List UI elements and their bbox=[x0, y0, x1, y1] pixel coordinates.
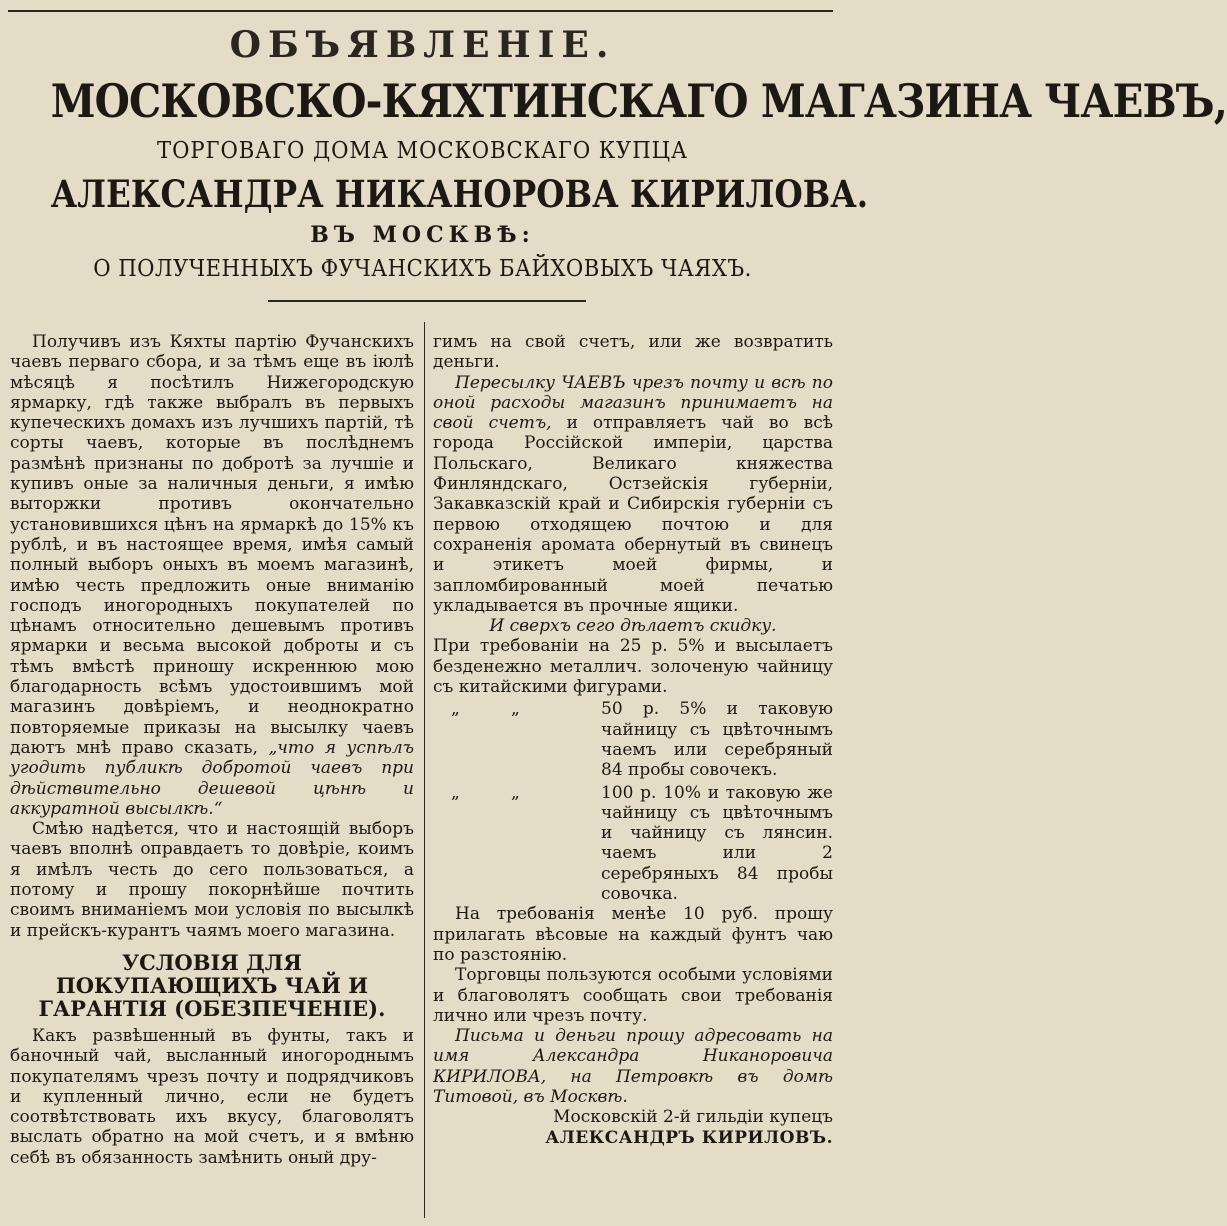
address-paragraph: Письма и деньги прошу адресовать на имя Александра Никаноровича КИРИЛОВА, на Петровкѣ въ домѣ Титовой, въ Москвѣ. bbox=[433, 1026, 833, 1107]
column-divider bbox=[424, 322, 425, 1218]
discount-item-1: При требованіи на 25 р. 5% и высылаетъ безденежно металлич. золоченую чайницу съ китайскими фигурами. bbox=[433, 636, 833, 698]
ditto-mark: „ bbox=[451, 699, 460, 720]
header-merchant-name: АЛЕКСАНДРА НИКАНОРОВА КИРИЛОВА. bbox=[50, 172, 869, 216]
discount-title: И сверхъ сего дѣлаетъ скидку. bbox=[489, 616, 777, 637]
discount-item-2-body bbox=[601, 699, 833, 780]
left-paragraph-1 bbox=[10, 332, 414, 819]
right-paragraph-2 bbox=[433, 373, 833, 617]
left-paragraph-1-text: Получивъ изъ Кяхты партію Фучанскихъ чаевъ перваго сбора, и за тѣмъ еще въ іюлѣ мѣсяцѣ я посѣтилъ Нижегородскую ярмарку, гдѣ также выбралъ въ первыхъ купеческихъ домахъ изъ лучшихъ партій, тѣ сорты чаевъ, которые въ послѣднемъ размѣнѣ признаны по добротѣ за лучшіе и купивъ оные за наличныя деньги, я имѣю выторжки противъ окончательно установившихся цѣнъ на ярмаркѣ до 15% къ рублѣ, и въ настоящее время, имѣя самый полный выборъ оныхъ въ моемъ магазинѣ, имѣю честь предложить оные вниманію господъ иногородныхъ покупателей по цѣнамъ относительно дешевымъ противъ ярмарки и весьма высокой доброты и съ тѣмъ вмѣстѣ приношу искреннюю мою благодарность всѣмъ удостоившимъ мой магазинъ довѣріемъ, и неоднократно повторяемые приказы на высылку чаевъ даютъ мнѣ право сказать, bbox=[10, 332, 414, 758]
right-paragraph-4: Торговцы пользуются особыми условіями и благоволятъ сообщать свои требованія лично или чрезъ почту. bbox=[433, 965, 833, 1026]
discount-item-2 bbox=[433, 699, 833, 780]
left-column bbox=[10, 332, 414, 1168]
signature-name: АЛЕКСАНДРЪ КИРИЛОВЪ. bbox=[545, 1127, 833, 1148]
header-subject: О ПОЛУЧЕННЫХЪ ФУЧАНСКИХЪ БАЙХОВЫХЪ ЧАЯХЪ. bbox=[93, 256, 752, 282]
discount-item-3-text: и таковую же чайницу съ цвѣточнымъ и чайницу съ лянсин. чаемъ или 2 серебряныхъ 84 пробы совочка. bbox=[601, 782, 833, 905]
right-paragraph-3: На требованія менѣе 10 руб. прошу прилагать вѣсовые на каждый фунтъ чаю по разстоянію. bbox=[433, 904, 833, 965]
left-paragraph-1-quote: „что я успѣлъ угодить публикѣ добротой чаевъ при дѣйствительно дешевой цѣнѣ и аккуратной высылкѣ.“ bbox=[10, 737, 414, 819]
top-rule bbox=[8, 10, 833, 12]
header-shop-name: МОСКОВСКО-КЯХТИНСКАГО МАГАЗИНА ЧАЕВЪ, bbox=[50, 74, 1227, 128]
discount-item-2-amount: 50 р. 5% bbox=[601, 699, 707, 720]
right-paragraph-1: гимъ на свой счетъ, или же возвратить деньги. bbox=[433, 332, 833, 373]
shipping-text: и отправляетъ чай во всѣ города Россійской имперіи, царства Польскаго, Великаго княжества Финляндскаго, Остзейскія губерніи, Закавказскій край и Сибирскія губерніи съ первою отходящею почтою и для сохраненія аромата обернутый въ свинецъ и этикетъ моей фирмы, и запломбированный моей печатью укладывается въ прочные ящики. bbox=[433, 413, 834, 616]
advertisement-header bbox=[0, 22, 1227, 282]
discount-item-3-body bbox=[601, 783, 833, 905]
discount-item-3 bbox=[433, 783, 833, 905]
shipping-italic: Пересылку ЧАЕВЪ чрезъ почту и всѣ по оной расходы магазинъ принимаетъ на свой счетъ, bbox=[433, 372, 833, 434]
left-paragraph-2: Смѣю надѣется, что и настоящій выборъ чаевъ вполнѣ оправдаетъ то довѣріе, коимъ я имѣлъ честь до сего пользоваться, а потому и прошу покорнѣйше почтить своимъ вниманіемъ мои условія по высылкѣ и прейскъ-курантъ чаямъ моего магазина. bbox=[10, 819, 414, 941]
ditto-mark: „ bbox=[451, 782, 460, 803]
header-rule bbox=[268, 300, 586, 302]
signature-line: Московскій 2-й гильдіи купецъ bbox=[553, 1107, 833, 1128]
header-location: ВЪ МОСКВѢ: bbox=[310, 222, 535, 248]
ditto-mark: „ bbox=[511, 699, 520, 720]
header-announcement: ОБЪЯВЛЕНІЕ. bbox=[229, 24, 616, 66]
ditto-mark: „ bbox=[511, 782, 520, 803]
discount-item-2-text: и таковую чайницу съ цвѣточнымъ чаемъ или серебряный 84 пробы совочекъ. bbox=[601, 699, 833, 781]
header-trading-house: ТОРГОВАГО ДОМА МОСКОВСКАГО КУПЦА bbox=[157, 138, 688, 164]
discount-item-3-amount: 100 р. 10% bbox=[601, 782, 701, 803]
left-paragraph-3: Какъ развѣшенный въ фунты, такъ и баночный чай, высланный иногороднымъ покупателямъ чрезъ почту и подрядчиковъ и купленный лично, если не будетъ соотвѣтствовать ихъ вкусу, благоволятъ выслать обратно на мой счетъ, и я вмѣню себѣ въ обязанность замѣнить оный дру- bbox=[10, 1025, 414, 1168]
right-column bbox=[433, 332, 833, 1148]
conditions-section-title: УСЛОВІЯ ДЛЯ ПОКУПАЮЩИХЪ ЧАЙ И ГАРАНТІЯ (ОБЕЗПЕЧЕНІЕ). bbox=[38, 949, 386, 1021]
